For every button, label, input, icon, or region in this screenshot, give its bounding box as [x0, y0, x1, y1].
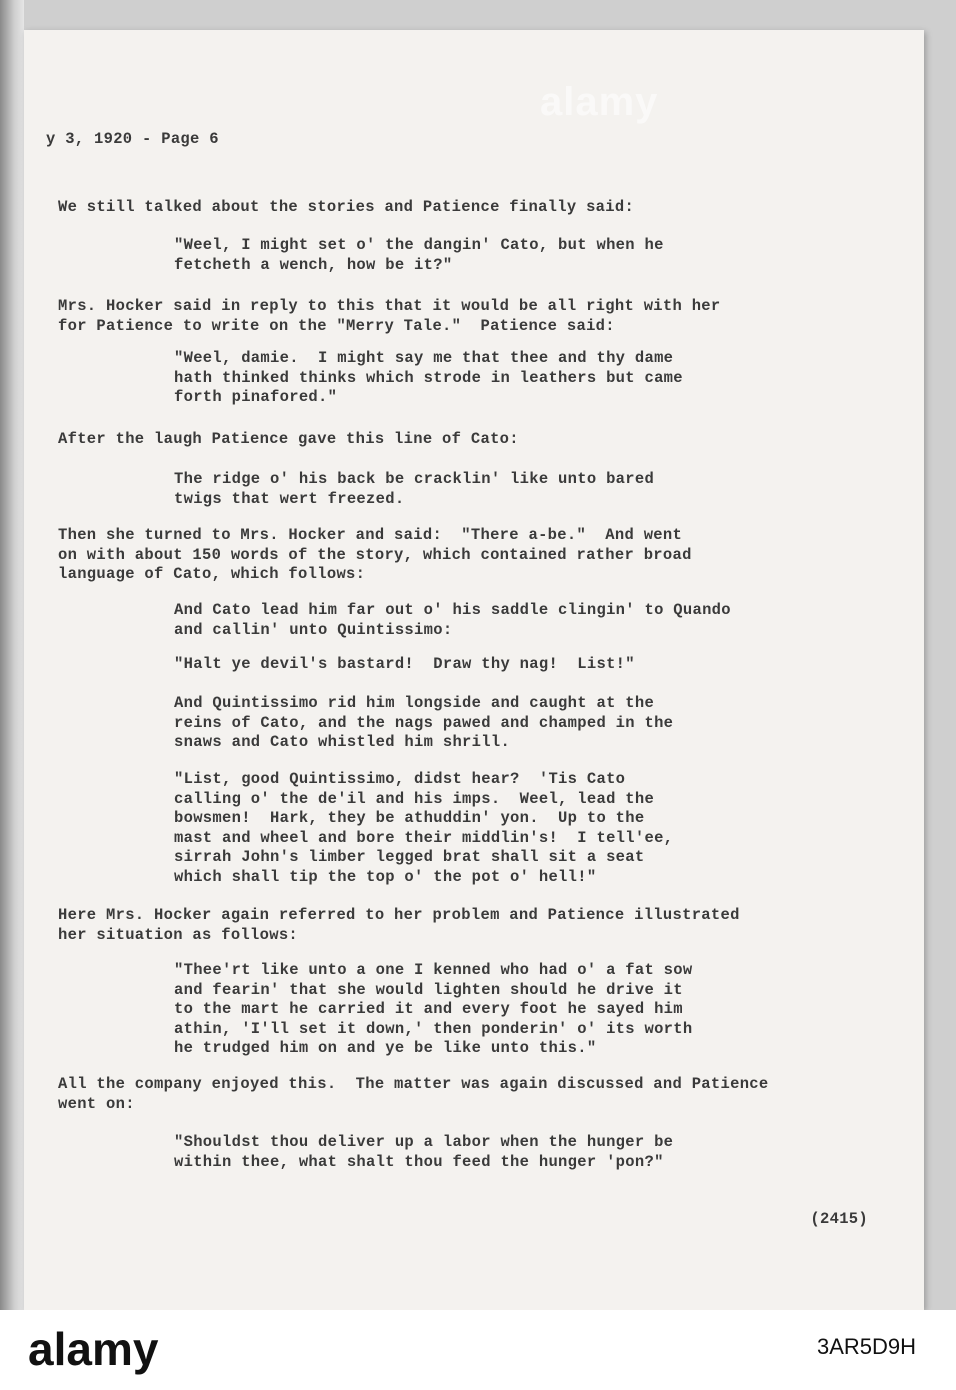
paragraph: All the company enjoyed this. The matter was again discussed and Patience went on:	[58, 1075, 769, 1113]
quote-block: "Weel, I might set o' the dangin' Cato, but when he fetcheth a wench, how be it?"	[174, 236, 664, 274]
page-header: y 3, 1920 - Page 6	[46, 130, 219, 148]
quote-block: "Shouldst thou deliver up a labor when the hunger be within thee, what shalt thou feed the hunger 'pon?"	[174, 1133, 674, 1171]
quote-block: "List, good Quintissimo, didst hear? 'Tis Cato calling o' the de'il and his imps. Weel, lead the bowsmen! Hark, they be athuddin' yon. Up to the mast and wheel and bore their middlin's! I tell'ee, sirrah John's limber legged brat shall sit a seat which shall tip the top o' the pot o' hell!"	[174, 770, 674, 886]
binding-edge	[0, 0, 24, 1390]
paragraph: We still talked about the stories and Patience finally said:	[58, 198, 635, 216]
paragraph: Then she turned to Mrs. Hocker and said: "There a-be." And went on with about 150 words of the story, which contained rather broad language of Cato, which follows:	[58, 526, 692, 583]
image-id: 3AR5D9H	[816, 1334, 916, 1359]
paragraph: Here Mrs. Hocker again referred to her problem and Patience illustrated her situation as follows:	[58, 906, 740, 944]
paragraph: After the laugh Patience gave this line of Cato:	[58, 430, 519, 448]
quote-block: The ridge o' his back be cracklin' like unto bared twigs that wert freezed.	[174, 470, 655, 508]
quote-block: "Weel, damie. I might say me that thee and thy dame hath thinked thinks which strode in leathers but came forth pinafored."	[174, 349, 683, 406]
footer-logo: alamy	[28, 1323, 159, 1375]
quote-block: "Halt ye devil's bastard! Draw thy nag! List!"	[174, 655, 635, 673]
page-number: (2415)	[810, 1210, 868, 1228]
quote-block: And Quintissimo rid him longside and caught at the reins of Cato, and the nags pawed and champed in the snaws and Cato whistled him shrill.	[174, 694, 674, 751]
quote-block: "Thee'rt like unto a one I kenned who had o' a fat sow and fearin' that she would lighten should he drive it to the mart he carried it and every foot he sayed him athin, 'I'll set it down,' then ponderin' o' its worth he trudged him on and ye be like unto this."	[174, 961, 693, 1057]
typewritten-page	[24, 30, 924, 1310]
paragraph: Mrs. Hocker said in reply to this that it would be all right with her for Patience to write on the "Merry Tale." Patience said:	[58, 297, 721, 335]
quote-block: And Cato lead him far out o' his saddle clingin' to Quando and callin' unto Quintissimo:	[174, 601, 731, 639]
footer-bar	[0, 1310, 956, 1390]
watermark: alamy	[540, 80, 659, 124]
